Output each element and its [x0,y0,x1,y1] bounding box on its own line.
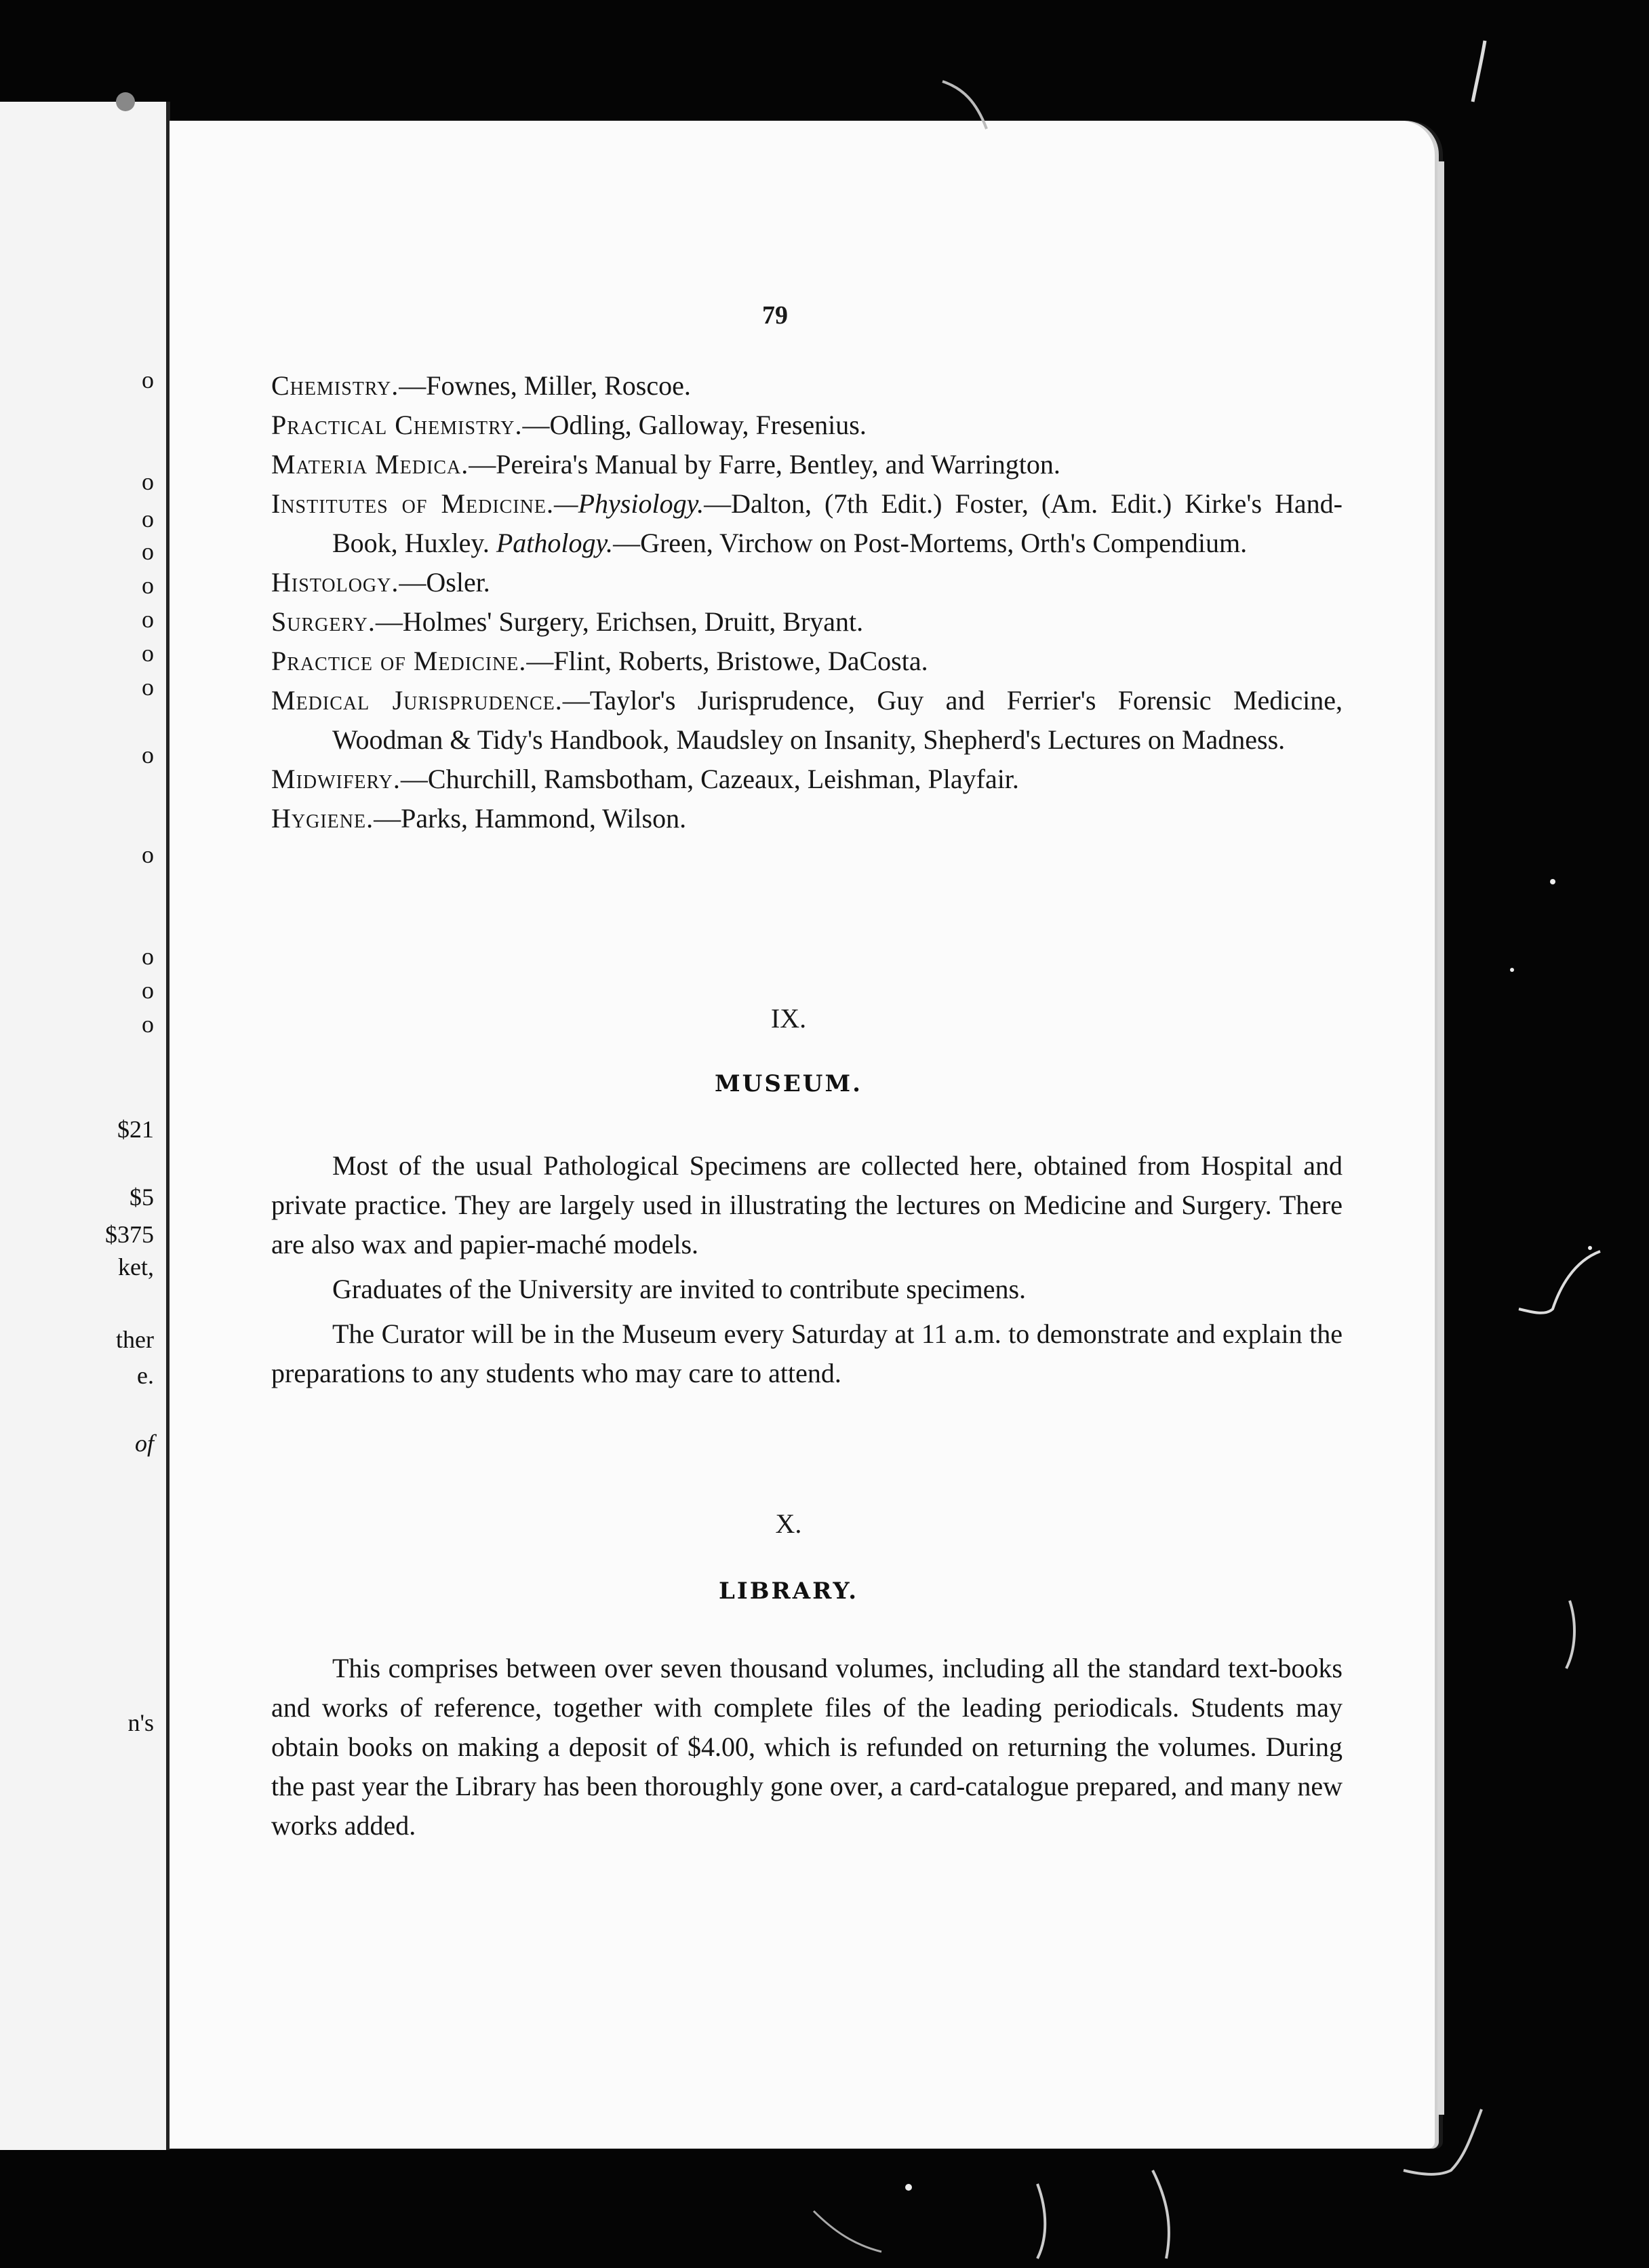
list-item [271,563,1343,602]
left-page-text-fragment: o [142,468,154,495]
left-page-text-fragment: $21 [117,1116,154,1143]
left-page-text-fragment: n's [127,1709,154,1736]
subtopic-heading: —Physiology. [554,488,704,519]
left-page-text-fragment: $5 [130,1184,154,1211]
subject-heading: Practical Chemistry. [271,410,523,440]
left-page-text-fragment: o [142,572,154,599]
left-page-text-fragment: o [142,673,154,701]
left-page-text-fragment: of [134,1430,154,1457]
list-item [271,406,1343,445]
list-item [271,760,1343,799]
subject-heading: Midwifery. [271,764,401,794]
subject-heading: Histology. [271,567,399,598]
list-item [271,366,1343,406]
book-page [170,121,1435,2149]
museum-section-body [271,1146,1343,1399]
library-section-body [271,1649,1343,1851]
subject-books: —Odling, Galloway, Fresenius. [522,410,867,440]
subject-books: —Dalton, (7th Edit.) Foster, (Am. Edit.) Kirke's Hand-Book, Huxley. [332,488,1343,558]
list-item [271,799,1343,838]
subject-books: —Osler. [399,567,490,598]
left-page-text-fragment: o [142,505,154,532]
subject-books: —Taylor's Jurisprudence, Guy and Ferrier's Forensic Medicine, Woodman & Tidy's Handbook, Maudsley on Insanity, Shepherd's Lectures on Madness. [332,685,1343,755]
subject-heading: Practice of Medicine. [271,646,527,676]
paragraph: Graduates of the University are invited to contribute specimens. [332,1274,1027,1304]
subject-books: —Churchill, Ramsbotham, Cazeaux, Leishman, Playfair. [400,764,1019,794]
paragraph: This comprises between over seven thousand volumes, including all the standard text-books and works of reference, together with complete files of the leading periodicals. Students may obtain books on making a deposit of $4.00, which is refunded on returning the volumes. During the past year the Library has been thoroughly gone over, a card-catalogue prepared, and many new works added. [271,1653,1343,1841]
subject-heading: Chemistry. [271,370,399,401]
subject-books: —Parks, Hammond, Wilson. [374,803,687,834]
subject-books: —Flint, Roberts, Bristowe, DaCosta. [526,646,928,676]
left-page-text-fragment: ket, [118,1253,154,1280]
subject-heading: Institutes of Medicine. [271,488,555,519]
section-title-library: LIBRARY. [718,1578,859,1605]
left-page-text-fragment: o [142,841,154,868]
subtopic-heading: Pathology. [496,528,614,558]
page-number: 79 [762,301,788,330]
subject-heading: Surgery. [271,606,376,637]
subject-books: —Holmes' Surgery, Erichsen, Druitt, Bryant. [375,606,864,637]
section-numeral-x: X. [775,1508,802,1539]
subject-books: —Pereira's Manual by Farre, Bentley, and Warrington. [469,449,1060,480]
list-item [271,602,1343,642]
left-page-text-fragment: ther [116,1326,154,1353]
left-facing-page [0,102,170,2150]
subject-heading: Hygiene. [271,803,374,834]
section-title-museum: MUSEUM. [715,1070,862,1097]
left-page-text-fragment: $375 [105,1221,154,1248]
subject-heading: Medical Jurisprudence. [271,685,563,716]
list-item [271,681,1343,760]
paragraph: Most of the usual Pathological Specimens are collected here, obtained from Hospital and private practice. They are largely used in illustrating the lectures on Medicine and Surgery. There are also wax and papier-maché models. [271,1150,1343,1259]
left-page-text-fragment: o [142,741,154,768]
list-item [271,484,1343,563]
left-page-text-fragment: o [142,1011,154,1038]
subject-books: —Fownes, Miller, Roscoe. [399,370,691,401]
left-page-text-fragment: o [142,640,154,667]
subject-heading: Materia Medica. [271,449,469,480]
left-page-text-fragment: o [142,366,154,393]
left-page-text-fragment: o [142,943,154,970]
list-item [271,445,1343,484]
left-page-text-fragment: o [142,538,154,565]
section-numeral-ix: IX. [770,1003,807,1034]
paragraph: The Curator will be in the Museum every Saturday at 11 a.m. to demonstrate and explain the preparations to any students who may care to attend. [271,1318,1343,1388]
textbook-list [271,366,1343,838]
left-page-text-fragment: o [142,606,154,633]
page-edge [1437,161,1444,2115]
left-page-text-fragment: e. [137,1362,154,1389]
left-page-text-fragment: o [142,977,154,1004]
subject-books: —Green, Virchow on Post-Mortems, Orth's Compendium. [613,528,1248,558]
list-item [271,642,1343,681]
